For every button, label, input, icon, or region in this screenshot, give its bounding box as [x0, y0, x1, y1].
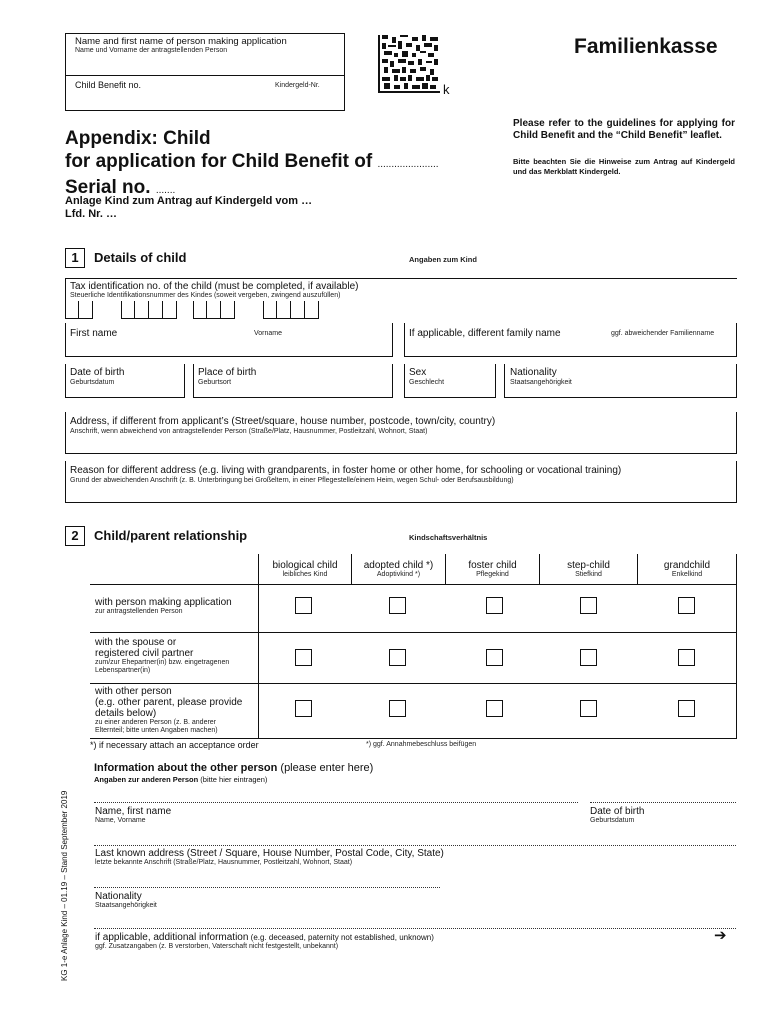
other-dob-label: Date of birth — [590, 806, 645, 817]
column-en: step-child — [567, 560, 610, 571]
row3-label-de-b: Elternteil; bitte unten Angaben machen) — [95, 727, 218, 734]
other-nationality-input[interactable] — [94, 880, 440, 888]
checkbox-spouse-grand[interactable] — [678, 649, 695, 666]
title-line1: Appendix: Child — [65, 128, 211, 149]
next-page-arrow-icon: ➔ — [714, 926, 727, 944]
column-en: biological child — [272, 560, 338, 571]
section2-title: Child/parent relationship — [94, 528, 248, 543]
first-name-right-border — [392, 323, 393, 357]
tax-id-digit[interactable] — [79, 301, 93, 319]
other-address-input[interactable] — [94, 838, 736, 846]
checkbox-applicant-adopted[interactable] — [389, 597, 406, 614]
row1-label-de: zur antragstellenden Person — [95, 608, 183, 615]
other-name-label-de: Name, Vorname — [95, 817, 146, 824]
other-address-label: Last known address (Street / Square, House Number, Postal Code, City, State) — [95, 848, 444, 859]
row2-label-de-b: Lebenspartner(in) — [95, 667, 151, 674]
child-benefit-no-field[interactable] — [66, 77, 344, 110]
title-line2-text: for application for Child Benefit of — [65, 151, 373, 172]
tax-id-digit[interactable] — [221, 301, 235, 319]
dob-label-de: Geburtsdatum — [70, 379, 115, 386]
checkbox-applicant-biological[interactable] — [295, 597, 312, 614]
section1-title-de: Angaben zum Kind — [409, 255, 477, 264]
barcode-matrix-icon — [378, 35, 440, 93]
checkbox-spouse-biological[interactable] — [295, 649, 312, 666]
row3-label-de-a: zu einer anderen Person (z. B. anderer — [95, 719, 217, 726]
family-name-field[interactable] — [404, 323, 737, 357]
checkbox-spouse-foster[interactable] — [486, 649, 503, 666]
sex-label-de: Geschlecht — [409, 379, 445, 386]
row1-label — [95, 597, 232, 616]
other-additional-label — [95, 932, 434, 943]
column-de: Adoptivkind *) — [376, 571, 421, 578]
row3-label-en-a: with other person — [95, 686, 172, 697]
address-label-de: Anschrift, wenn abweichend von antragstellender Person (Straße/Platz, Hausnummer, Postleitzahl, Wohnort, Staat) — [70, 428, 428, 435]
tax-id-digit[interactable] — [277, 301, 291, 319]
title-de-line1: Anlage Kind zum Antrag auf Kindergeld vom … — [65, 195, 313, 207]
nationality-field[interactable] — [504, 364, 737, 398]
form-id-side-text: KG 1-e Anlage Kind – 01.19 – Stand September 2019 — [60, 790, 69, 981]
relationship-row-divider — [90, 632, 737, 633]
tax-id-digit[interactable] — [121, 301, 135, 319]
sex-field[interactable] — [404, 364, 496, 398]
row3-label-en-c: details below) — [95, 708, 157, 719]
column-en: adopted child *) — [363, 560, 434, 571]
relationship-column-header — [352, 554, 446, 584]
pob-label-de: Geburtsort — [198, 379, 232, 386]
column-de: Enkelkind — [671, 571, 703, 578]
applicant-name-label: Name and first name of person making application — [75, 36, 287, 47]
section2-number: 2 — [65, 526, 85, 546]
column-de: Stiefkind — [575, 571, 602, 578]
checkbox-spouse-step[interactable] — [580, 649, 597, 666]
other-person-subtitle-rest: (bitte hier eintragen) — [198, 775, 268, 784]
sex-label: Sex — [409, 367, 427, 378]
relationship-column-header — [638, 554, 737, 584]
title-de-line2: Lfd. Nr. … — [65, 208, 117, 220]
other-dob-input[interactable] — [590, 795, 736, 803]
reason-label: Reason for different address (e.g. living with grandparents, in foster home or other home, for schooling or vocational training) — [70, 465, 622, 476]
guidelines-de: Bitte beachten Sie die Hinweise zum Antrag auf Kindergeld und das Merkblatt Kindergeld. — [513, 157, 735, 176]
checkbox-other-grand[interactable] — [678, 700, 695, 717]
other-nationality-label-de: Staatsangehörigkeit — [95, 902, 157, 909]
row3-label — [95, 686, 242, 735]
tax-id-digit[interactable] — [135, 301, 149, 319]
pob-label: Place of birth — [198, 367, 257, 378]
other-additional-label-a: if applicable, additional information — [95, 932, 249, 943]
row2-label-en-a: with the spouse or — [95, 637, 177, 648]
title-de — [65, 195, 312, 221]
other-address-label-de: letzte bekannte Anschrift (Straße/Platz, Hausnummer, Postleitzahl, Wohnort, Staat) — [95, 859, 353, 866]
column-de: Pflegekind — [476, 571, 509, 578]
checkbox-other-step[interactable] — [580, 700, 597, 717]
first-name-field[interactable] — [65, 323, 393, 357]
other-nationality-label: Nationality — [95, 891, 142, 902]
column-en: foster child — [468, 560, 517, 571]
relationship-row-divider — [90, 683, 737, 684]
tax-id-label: Tax identification no. of the child (must be completed, if available) — [70, 281, 359, 292]
title-line3-text: Serial no. — [65, 177, 151, 198]
section2-title-de: Kindschaftsverhältnis — [409, 533, 488, 542]
tax-id-label-de: Steuerliche Identifikationsnummer des Kindes (soweit vergeben, zwingend auszufüllen) — [70, 292, 341, 299]
guidelines-en: Please refer to the guidelines for applying for Child Benefit and the “Child Benefit” leaflet. — [513, 118, 735, 141]
checkbox-other-biological[interactable] — [295, 700, 312, 717]
applicant-name-label-de: Name und Vorname der antragstellenden Person — [75, 47, 228, 54]
row2-label-en-b: registered civil partner — [95, 648, 194, 659]
nationality-label: Nationality — [510, 367, 557, 378]
other-dob-label-de: Geburtsdatum — [590, 817, 635, 824]
relationship-column-header — [258, 554, 352, 584]
tax-id-digit[interactable] — [263, 301, 277, 319]
title-line2-dots: ...................... — [377, 159, 439, 170]
other-person-title — [94, 762, 373, 774]
reason-field[interactable] — [65, 461, 737, 503]
child-benefit-no-label-de: Kindergeld-Nr. — [275, 82, 320, 89]
column-de: leibliches Kind — [282, 571, 328, 578]
section1-number: 1 — [65, 248, 85, 268]
row3-label-en-b: (e.g. other parent, please provide — [95, 697, 243, 708]
footnote-en: *) if necessary attach an acceptance order — [90, 740, 259, 750]
dob-label: Date of birth — [70, 367, 125, 378]
reason-label-de: Grund der abweichenden Anschrift (z. B. Unterbringung bei Großeltern, in einer Pflegestelle/einem Heim, wegen Schul- oder Berufsausbildung) — [70, 477, 514, 484]
title-line2 — [65, 150, 439, 176]
dob-field[interactable] — [65, 364, 185, 398]
tax-id-digit[interactable] — [149, 301, 163, 319]
tax-id-digit[interactable] — [291, 301, 305, 319]
tax-id-digit[interactable] — [193, 301, 207, 319]
other-person-title-rest: (please enter here) — [277, 762, 374, 774]
other-person-subtitle — [94, 775, 267, 784]
column-en: grandchild — [663, 560, 711, 571]
row2-label — [95, 637, 229, 675]
applicant-name-field[interactable] — [66, 34, 344, 76]
other-name-label: Name, first name — [95, 806, 172, 817]
family-name-label: If applicable, different family name — [409, 328, 561, 339]
child-benefit-no-label: Child Benefit no. — [75, 80, 142, 90]
checkbox-applicant-foster[interactable] — [486, 597, 503, 614]
first-name-label-de: Vorname — [254, 330, 283, 337]
other-additional-label-de: ggf. Zusatzangaben (z. B verstorben, Vaterschaft nicht festgestellt, unbekannt) — [95, 943, 339, 950]
address-label: Address, if different from applicant’s (Street/square, house number, postcode, town/city, country) — [70, 416, 496, 427]
checkbox-applicant-step[interactable] — [580, 597, 597, 614]
checkbox-other-adopted[interactable] — [389, 700, 406, 717]
checkbox-applicant-grand[interactable] — [678, 597, 695, 614]
row2-label-de-a: zum/zur Ehepartner(in) bzw. eingetragenen — [95, 659, 230, 666]
page-title — [65, 127, 439, 202]
tax-id-digit[interactable] — [163, 301, 177, 319]
address-field[interactable] — [65, 412, 737, 454]
tax-id-digit[interactable] — [207, 301, 221, 319]
other-additional-label-b: (e.g. deceased, paternity not established, unknown) — [248, 933, 434, 942]
relationship-column-header — [446, 554, 540, 584]
tax-id-digit[interactable] — [305, 301, 319, 319]
other-person-title-bold: Information about the other person — [94, 762, 278, 774]
other-name-input[interactable] — [94, 795, 578, 803]
relationship-col-divider — [258, 584, 259, 739]
agency-logo: Familienkasse — [574, 35, 718, 58]
pob-field[interactable] — [193, 364, 393, 398]
family-name-label-de: ggf. abweichender Familienname — [611, 330, 715, 337]
title-line3-dots: ....... — [155, 185, 176, 196]
section1-title: Details of child — [94, 250, 187, 265]
checkbox-spouse-adopted[interactable] — [389, 649, 406, 666]
first-name-label: First name — [70, 328, 118, 339]
checkbox-other-foster[interactable] — [486, 700, 503, 717]
k-marker: k — [443, 82, 450, 97]
other-additional-input[interactable] — [94, 921, 736, 929]
footnote-de: *) ggf. Annahmebeschluss beifügen — [366, 741, 477, 748]
nationality-label-de: Staatsangehörigkeit — [510, 379, 572, 386]
other-person-subtitle-bold: Angaben zur anderen Person — [94, 775, 199, 784]
tax-id-digit[interactable] — [65, 301, 79, 319]
relationship-column-header — [540, 554, 638, 584]
row1-label-en: with person making application — [95, 597, 232, 608]
